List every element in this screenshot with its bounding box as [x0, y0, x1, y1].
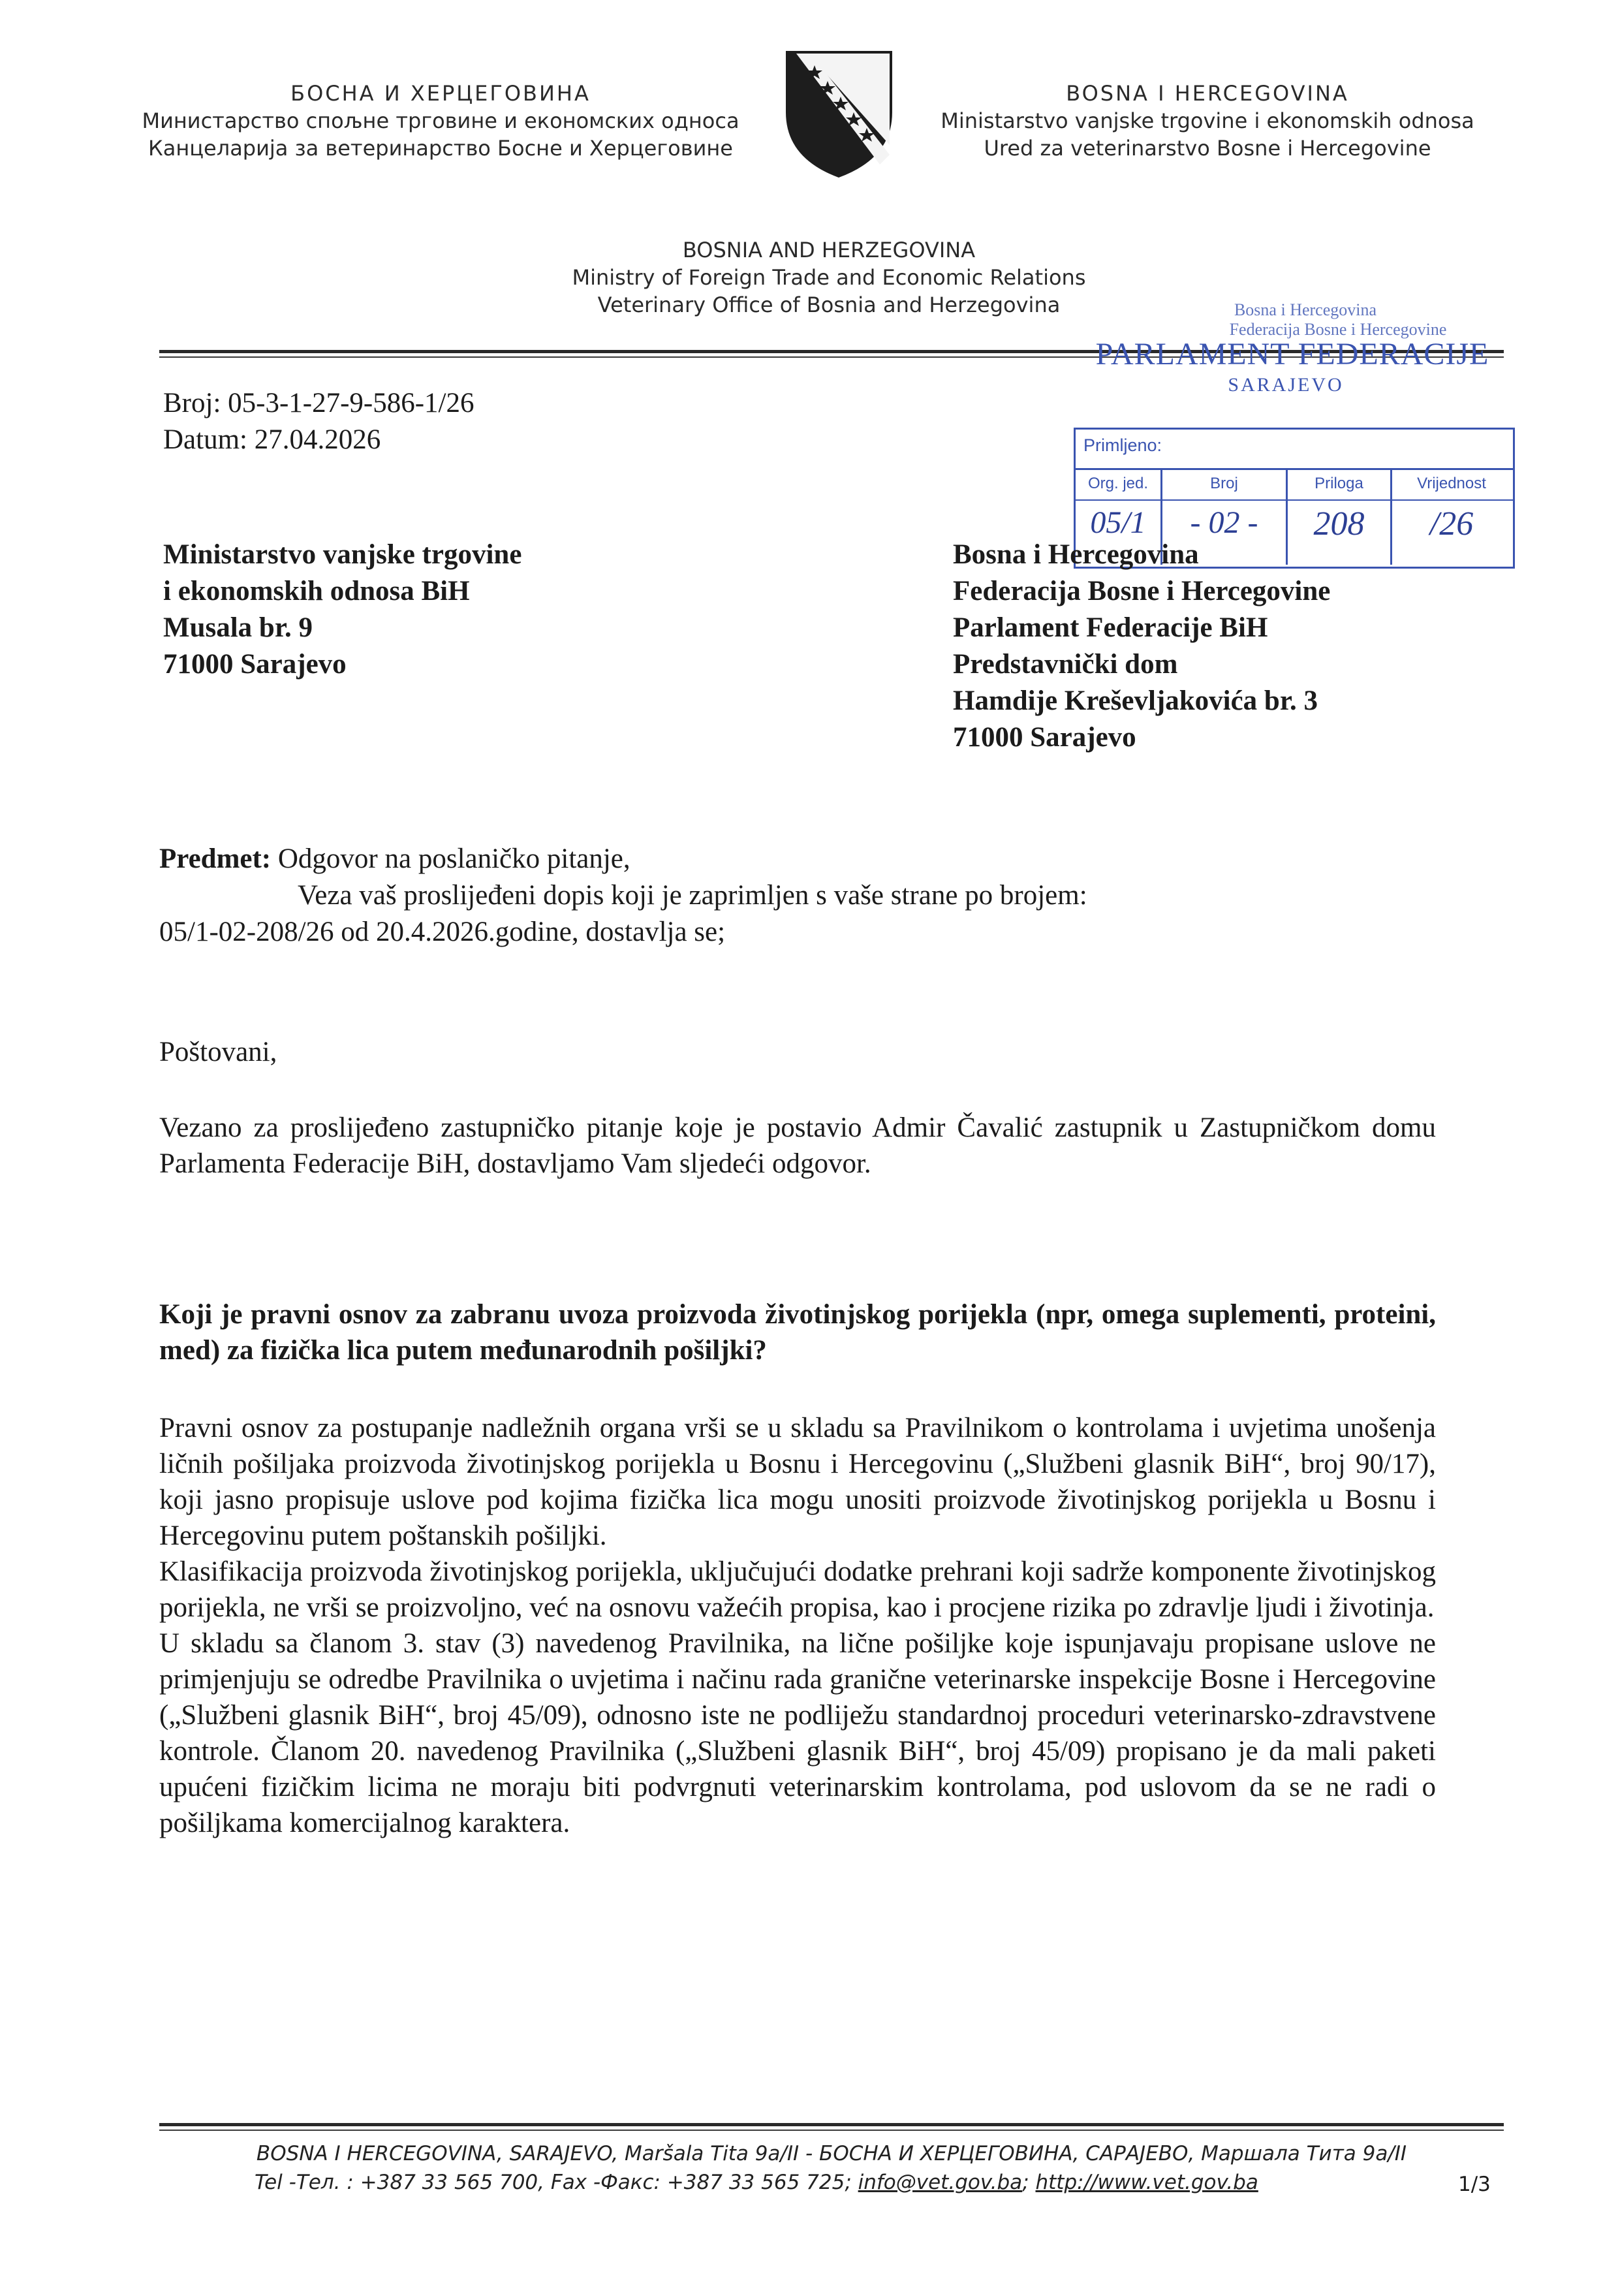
subject-block	[159, 841, 1439, 951]
recipient-line-4: Predstavnički dom	[953, 649, 1178, 680]
reference-date: Datum: 27.04.2026	[163, 424, 381, 455]
header-right	[914, 80, 1501, 162]
footer-divider-thin	[159, 2130, 1504, 2131]
coat-of-arms-icon	[782, 47, 896, 181]
answer-paragraph-3: U skladu sa članom 3. stav (3) navedenog Pravilnika, na lične pošiljke koje ispunjavaju propisane uslove ne primjenjuju se odredbe Pravilnika o uvjetima i načinu rada granične veterinarske inspekcije Bosne i Hercegovine („Službeni glasnik BiH“, broj 45/09), odnosno iste ne podliježu standardnoj proceduri veterinarsko-zdravstvene kontrole. Članom 20. navedenog Pravilnika („Službeni glasnik BiH“, broj 45/09) propisano je da mali paketi upućeni fizičkim licima ne moraju biti podvrgnuti veterinarskim kontrolama, pod uslovom da se ne radi o pošiljkama komercijalnog karaktera.	[159, 1628, 1436, 1838]
header-left-country: БОСНА И ХЕРЦЕГОВИНА	[290, 81, 591, 106]
stamp-city: SARAJEVO	[1228, 374, 1344, 396]
header-center	[503, 236, 1155, 319]
question-heading	[159, 1297, 1436, 1368]
recipient-line-2: Federacija Bosne i Hercegovine	[953, 576, 1331, 606]
stamp-hand-broj: - 02 -	[1190, 505, 1258, 540]
footer-divider	[159, 2123, 1504, 2126]
recipient-line-1: Bosna i Hercegovina	[953, 539, 1199, 570]
header-left-office: Канцеларија за ветеринарство Босне и Херцеговине	[148, 136, 733, 161]
footer-contact-line	[255, 2169, 1258, 2196]
sender-address	[163, 537, 521, 683]
stamp-col-vrijednost: Vrijednost	[1417, 475, 1486, 492]
header-right-country: BOSNA I HERCEGOVINA	[1066, 81, 1349, 106]
footer-contact: Tel -Тел. : +387 33 565 700, Fax -Факс: +387 33 565 725;	[255, 2171, 852, 2194]
header-center-country: BOSNIA AND HERZEGOVINA	[682, 238, 976, 262]
recipient-address	[953, 537, 1330, 756]
reference-block	[163, 385, 475, 458]
subject-line-3: 05/1-02-208/26 od 20.4.2026.godine, dostavlja se;	[159, 917, 726, 947]
answer-body	[159, 1410, 1436, 1841]
subject-label: Predmet:	[159, 843, 272, 874]
answer-paragraph-2: Klasifikacija proizvoda životinjskog porijekla, uključujući dodatke prehrani koji sadrže komponente životinjskog porijekla, ne vrši se proizvoljno, već na osnovu važećih propisa, kao i procjene rizika po zdravlje ljudi i životinja.	[159, 1556, 1436, 1623]
parliament-stamp	[1070, 297, 1527, 571]
header-center-ministry: Ministry of Foreign Trade and Economic Relations	[572, 265, 1086, 290]
stamp-hand-vrijednost: /26	[1429, 505, 1474, 543]
subject-line-1	[159, 841, 1439, 877]
recipient-line-6: 71000 Sarajevo	[953, 722, 1136, 753]
footer-url-link[interactable]: http://www.vet.gov.ba	[1035, 2171, 1258, 2194]
recipient-line-5: Hamdije Kreševljakovića br. 3	[953, 685, 1318, 716]
header-left-ministry: Министарство спољне трговине и економских односа	[142, 108, 739, 133]
subject-text: Odgovor na poslaničko pitanje,	[277, 843, 630, 874]
header-left	[124, 80, 757, 162]
recipient-line-3: Parlament Federacije BiH	[953, 612, 1268, 643]
page-number: 1/3	[1458, 2173, 1491, 2196]
answer-paragraph-1: Pravni osnov za postupanje nadležnih organa vrši se u skladu sa Pravilnikom o kontrolama i uvjetima unošenja ličnih pošiljaka proizvoda životinjskog porijekla u Bosnu i Hercegovinu („Službeni glasnik BiH“, broj 90/17), koji jasno propisuje uslove pod kojima fizička lica mogu unositi proizvode životinjskog porijekla u Bosnu i Hercegovinu putem poštanskih pošiljki.	[159, 1413, 1436, 1551]
sender-line-2: i ekonomskih odnosa BiH	[163, 576, 470, 606]
stamp-received-label: Primljeno:	[1083, 435, 1162, 455]
reference-number: Broj: 05-3-1-27-9-586-1/26	[163, 388, 475, 418]
intro-paragraph	[159, 1110, 1436, 1182]
stamp-col-priloga: Priloga	[1315, 475, 1363, 492]
header-right-office: Ured za veterinarstvo Bosne i Hercegovine	[984, 136, 1431, 161]
footer-sep: ;	[1022, 2171, 1029, 2194]
stamp-col-broj: Broj	[1210, 475, 1238, 492]
footer-address: BOSNA I HERCEGOVINA, SARAJEVO, Maršala Tita 9a/II - БОСНА И ХЕРЦЕГОВИНА, САРАЈЕВО, Маршала Тита 9a/II	[256, 2142, 1407, 2165]
sender-line-3: Musala br. 9	[163, 612, 313, 643]
header-right-ministry: Ministarstvo vanjske trgovine i ekonomskih odnosa	[941, 108, 1474, 133]
stamp-row-divider	[1074, 468, 1513, 470]
sender-line-4: 71000 Sarajevo	[163, 649, 347, 680]
footer-email-link[interactable]: info@vet.gov.ba	[858, 2171, 1023, 2194]
stamp-hand-priloga: 208	[1313, 505, 1365, 543]
sender-line-1: Ministarstvo vanjske trgovine	[163, 539, 522, 570]
header-center-office: Veterinary Office of Bosnia and Herzegovina	[597, 292, 1061, 317]
greeting: Poštovani,	[159, 1037, 277, 1067]
stamp-col-org: Org. jed.	[1087, 475, 1149, 492]
subject-line-2: Veza vaš proslijeđeni dopis koji je zaprimljen s vaše strane po brojem:	[298, 880, 1087, 911]
question-text: Koji je pravni osnov za zabranu uvoza proizvoda životinjskog porijekla (npr, omega suplementi, proteini, med) za fizička lica putem međunarodnih pošiljki?	[159, 1299, 1436, 1366]
stamp-small-line2: Federacija Bosne i Hercegovine	[1229, 320, 1447, 339]
stamp-small-line1: Bosna i Hercegovina	[1234, 300, 1377, 319]
stamp-hand-org: 05/1	[1090, 505, 1146, 540]
stamp-title: PARLAMENT FEDERACIJE	[1095, 337, 1489, 371]
intro-text: Vezano za proslijeđeno zastupničko pitanje koje je postavio Admir Čavalić zastupnik u Zastupničkom domu Parlamenta Federacije BiH, dostavljamo Vam sljedeći odgovor.	[159, 1112, 1436, 1179]
stamp-header-divider	[1074, 499, 1513, 501]
